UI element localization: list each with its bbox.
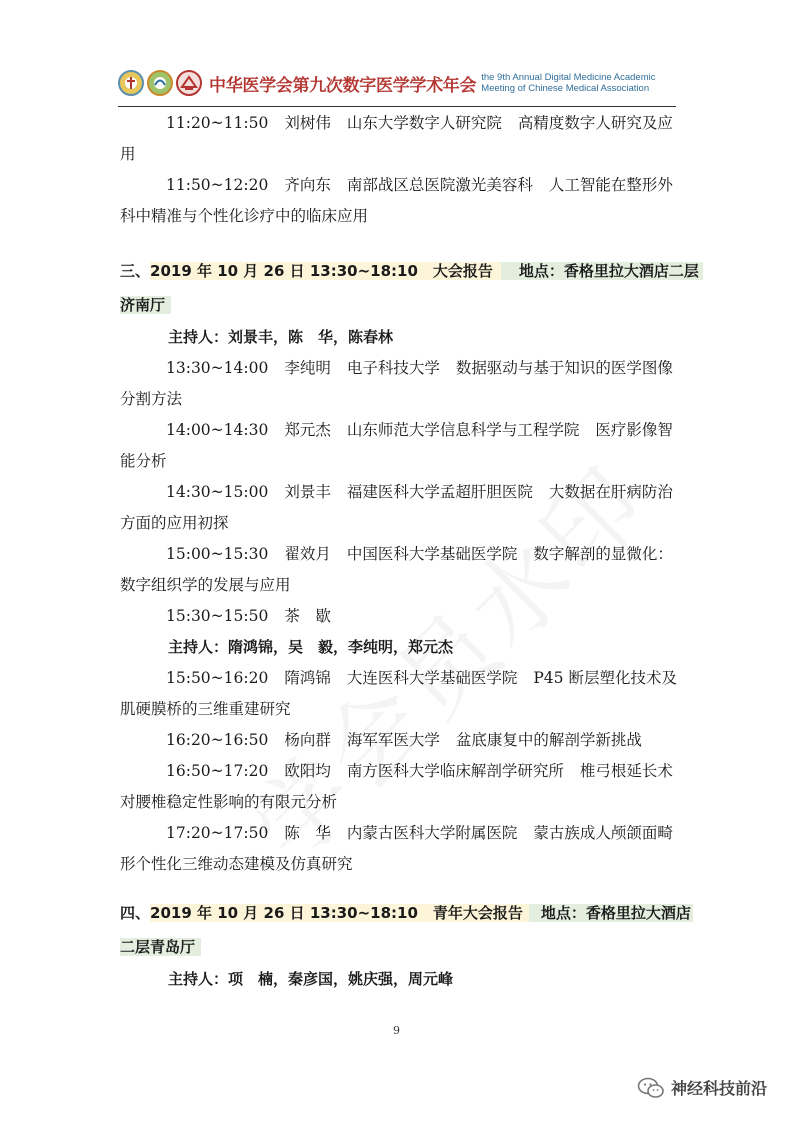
tea-break: 15:30~15:50 茶 歇 [166, 607, 331, 625]
page-header [118, 62, 676, 104]
schedule-item: 17:20~17:50 陈 华 内蒙古医科大学附属医院 蒙古族成人颅颌面畸 [166, 824, 673, 842]
source-brand [637, 1076, 767, 1099]
schedule-item-cont: 形个性化三维动态建模及仿真研究 [120, 855, 353, 873]
conference-title: 中华医学会第九次数字医学学术年会 [209, 75, 477, 96]
hosts-line: 主持人：项 楠，秦彦国，姚庆强，周元峰 [168, 970, 454, 988]
schedule-item: 14:30~15:00 刘景丰 福建医科大学孟超肝胆医院 大数据在肝病防治 [166, 483, 673, 501]
schedule-item: 13:30~14:00 李纯明 电子科技大学 数据驱动与基于知识的医学图像 [166, 359, 673, 377]
schedule-item-cont: 用 [120, 145, 136, 163]
schedule-item: 14:00~14:30 郑元杰 山东师范大学信息科学与工程学院 医疗影像智 [166, 421, 673, 439]
schedule-item: 15:50~16:20 隋鸿锦 大连医科大学基础医学院 P45 断层塑化技术及 [166, 669, 677, 687]
schedule-item-cont: 科中精准与个性化诊疗中的临床应用 [120, 207, 369, 225]
section-venue-3: 济南厅 [120, 288, 675, 322]
section-heading-4: 四、2019 年 10 月 26 日 13:30~18:10 青年大会报告 地点：香格里拉大酒店 [120, 904, 691, 922]
section-venue-4: 二层青岛厅 [120, 930, 675, 964]
schedule-item: 15:00~15:30 翟效月 中国医科大学基础医学院 数字解剖的显微化： [166, 545, 673, 563]
schedule-item: 11:50~12:20 齐向东 南部战区总医院激光美容科 人工智能在整形外 [166, 176, 673, 194]
page-number: 9 [393, 1024, 400, 1037]
schedule-item-cont: 能分析 [120, 452, 167, 470]
header-divider [118, 106, 676, 107]
section-heading-3: 三、2019 年 10 月 26 日 13:30~18:10 大会报告 地点：香格里拉大酒店二层 [120, 254, 675, 288]
conference-subtitle: the 9th Annual Digital Medicine Academic Meeting of Chinese Medical Association [481, 72, 656, 94]
association-logo-3-icon [176, 70, 202, 96]
hosts-line: 主持人：隋鸿锦，吴 毅，李纯明，郑元杰 [168, 638, 454, 656]
wechat-icon [637, 1077, 665, 1099]
association-logo-2-icon [147, 70, 173, 96]
schedule-item-cont: 数字组织学的发展与应用 [120, 576, 291, 594]
association-logo-1-icon [118, 70, 144, 96]
schedule-item: 16:50~17:20 欧阳均 南方医科大学临床解剖学研究所 椎弓根延长术 [166, 762, 673, 780]
schedule-content [120, 108, 699, 995]
schedule-item-cont: 肌硬膜桥的三维重建研究 [120, 700, 291, 718]
schedule-item-cont: 分割方法 [120, 390, 183, 408]
hosts-line: 主持人：刘景丰，陈 华，陈春林 [168, 328, 394, 346]
schedule-item-cont: 对腰椎稳定性影响的有限元分析 [120, 793, 338, 811]
schedule-item: 16:20~16:50 杨向群 海军军医大学 盆底康复中的解剖学新挑战 [166, 731, 642, 749]
brand-label: 神经科技前沿 [670, 1079, 767, 1098]
schedule-item: 11:20~11:50 刘树伟 山东大学数字人研究院 高精度数字人研究及应 [166, 114, 673, 132]
schedule-item-cont: 方面的应用初探 [120, 514, 229, 532]
